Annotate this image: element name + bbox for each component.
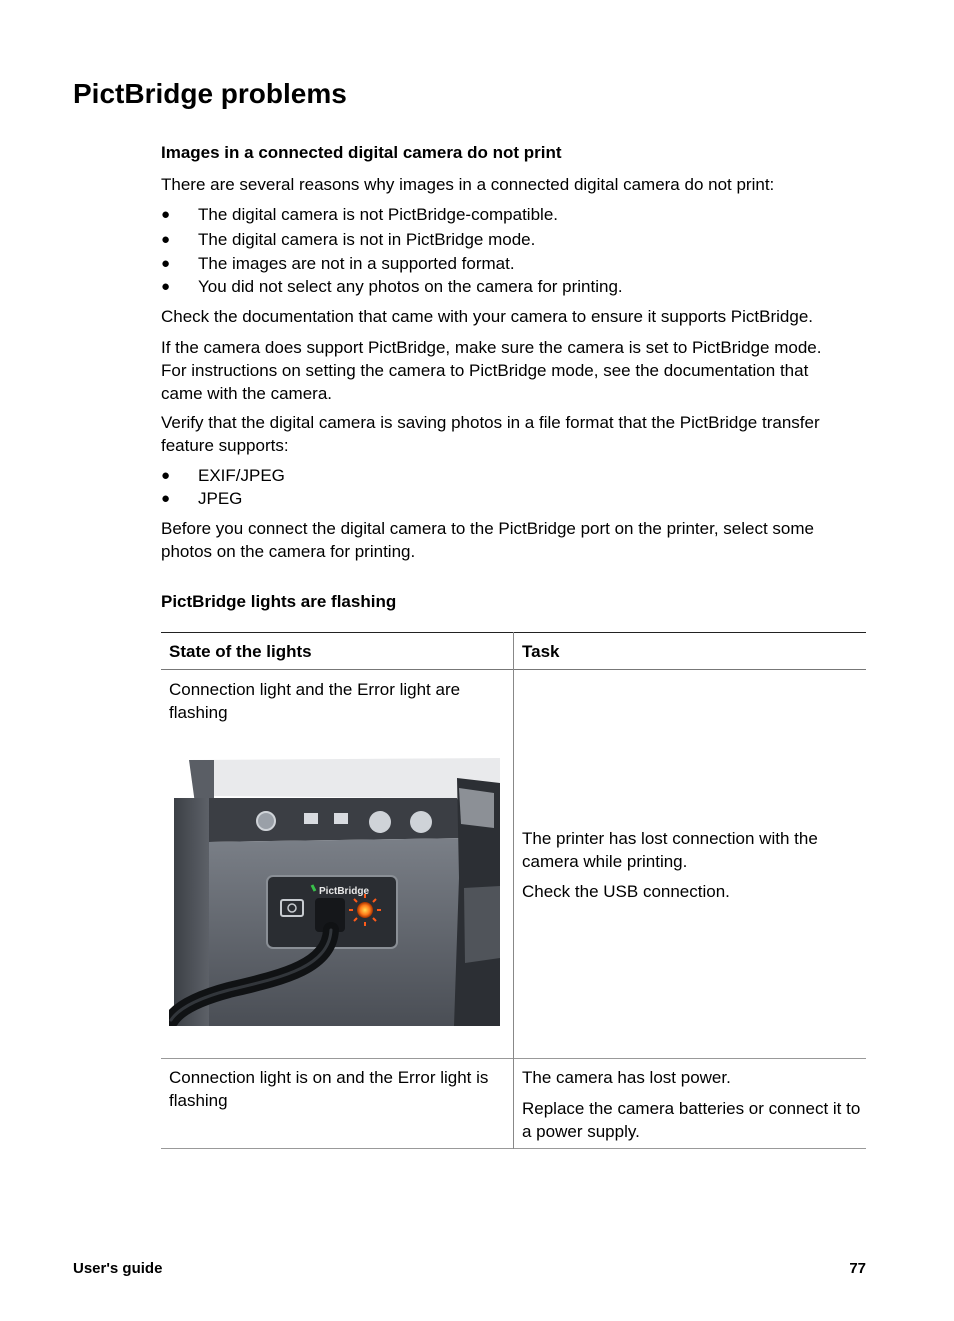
footer-guide-label: User's guide [73, 1260, 163, 1277]
list-item-text: The digital camera is not PictBridge-compatible. [198, 205, 558, 224]
table-column-divider [513, 632, 514, 1149]
table-cell-state: Connection light and the Error light are flashing [169, 680, 461, 722]
bullet-dot-icon: ● [161, 255, 171, 272]
list-item-text: The digital camera is not in PictBridge mode. [198, 230, 536, 249]
table-cell-state: Connection light is on and the Error light is flashing [169, 1068, 489, 1110]
section-heading-images-not-print: Images in a connected digital camera do not print [161, 143, 562, 162]
table-cell-task-line: Replace the camera batteries or connect it to a power supply. [522, 1099, 861, 1141]
table-header-task: Task [522, 642, 560, 661]
bullet-dot-icon: ● [161, 467, 171, 484]
list-item-text: You did not select any photos on the camera for printing. [198, 277, 623, 296]
section-heading-lights-flashing: PictBridge lights are flashing [161, 592, 397, 611]
mode-instructions-paragraph: If the camera does support PictBridge, make sure the camera is set to PictBridge mode. For instructions on setting the camera to PictBridge mode, see the documentation that came with the camera. [161, 338, 822, 403]
bullet-dot-icon: ● [161, 490, 171, 507]
table-cell-task-line: Check the USB connection. [522, 882, 730, 901]
check-documentation-paragraph: Check the documentation that came with your camera to ensure it supports PictBridge. [161, 307, 813, 326]
format-verify-paragraph: Verify that the digital camera is saving photos in a file format that the PictBridge transfer feature supports: [161, 413, 820, 455]
table-header-state: State of the lights [169, 642, 312, 661]
bullet-dot-icon: ● [161, 206, 171, 223]
page-number: 77 [849, 1260, 866, 1277]
select-photos-paragraph: Before you connect the digital camera to the PictBridge port on the printer, select some photos on the camera for printing. [161, 519, 814, 561]
page-title: PictBridge problems [73, 78, 347, 109]
pictbridge-port-photo [169, 758, 500, 1026]
list-item-text: EXIF/JPEG [198, 466, 285, 485]
table-cell-task-line: The printer has lost connection with the camera while printing. [522, 829, 818, 871]
intro-paragraph: There are several reasons why images in a connected digital camera do not print: [161, 175, 775, 194]
list-item-text: The images are not in a supported format. [198, 254, 515, 273]
table-cell-task-line: The camera has lost power. [522, 1068, 731, 1087]
pictbridge-label-text: PictBridge [319, 886, 370, 897]
bullet-dot-icon: ● [161, 231, 171, 248]
printer-illustration [169, 758, 500, 1026]
list-item-text: JPEG [198, 489, 243, 508]
bullet-dot-icon: ● [161, 278, 171, 295]
